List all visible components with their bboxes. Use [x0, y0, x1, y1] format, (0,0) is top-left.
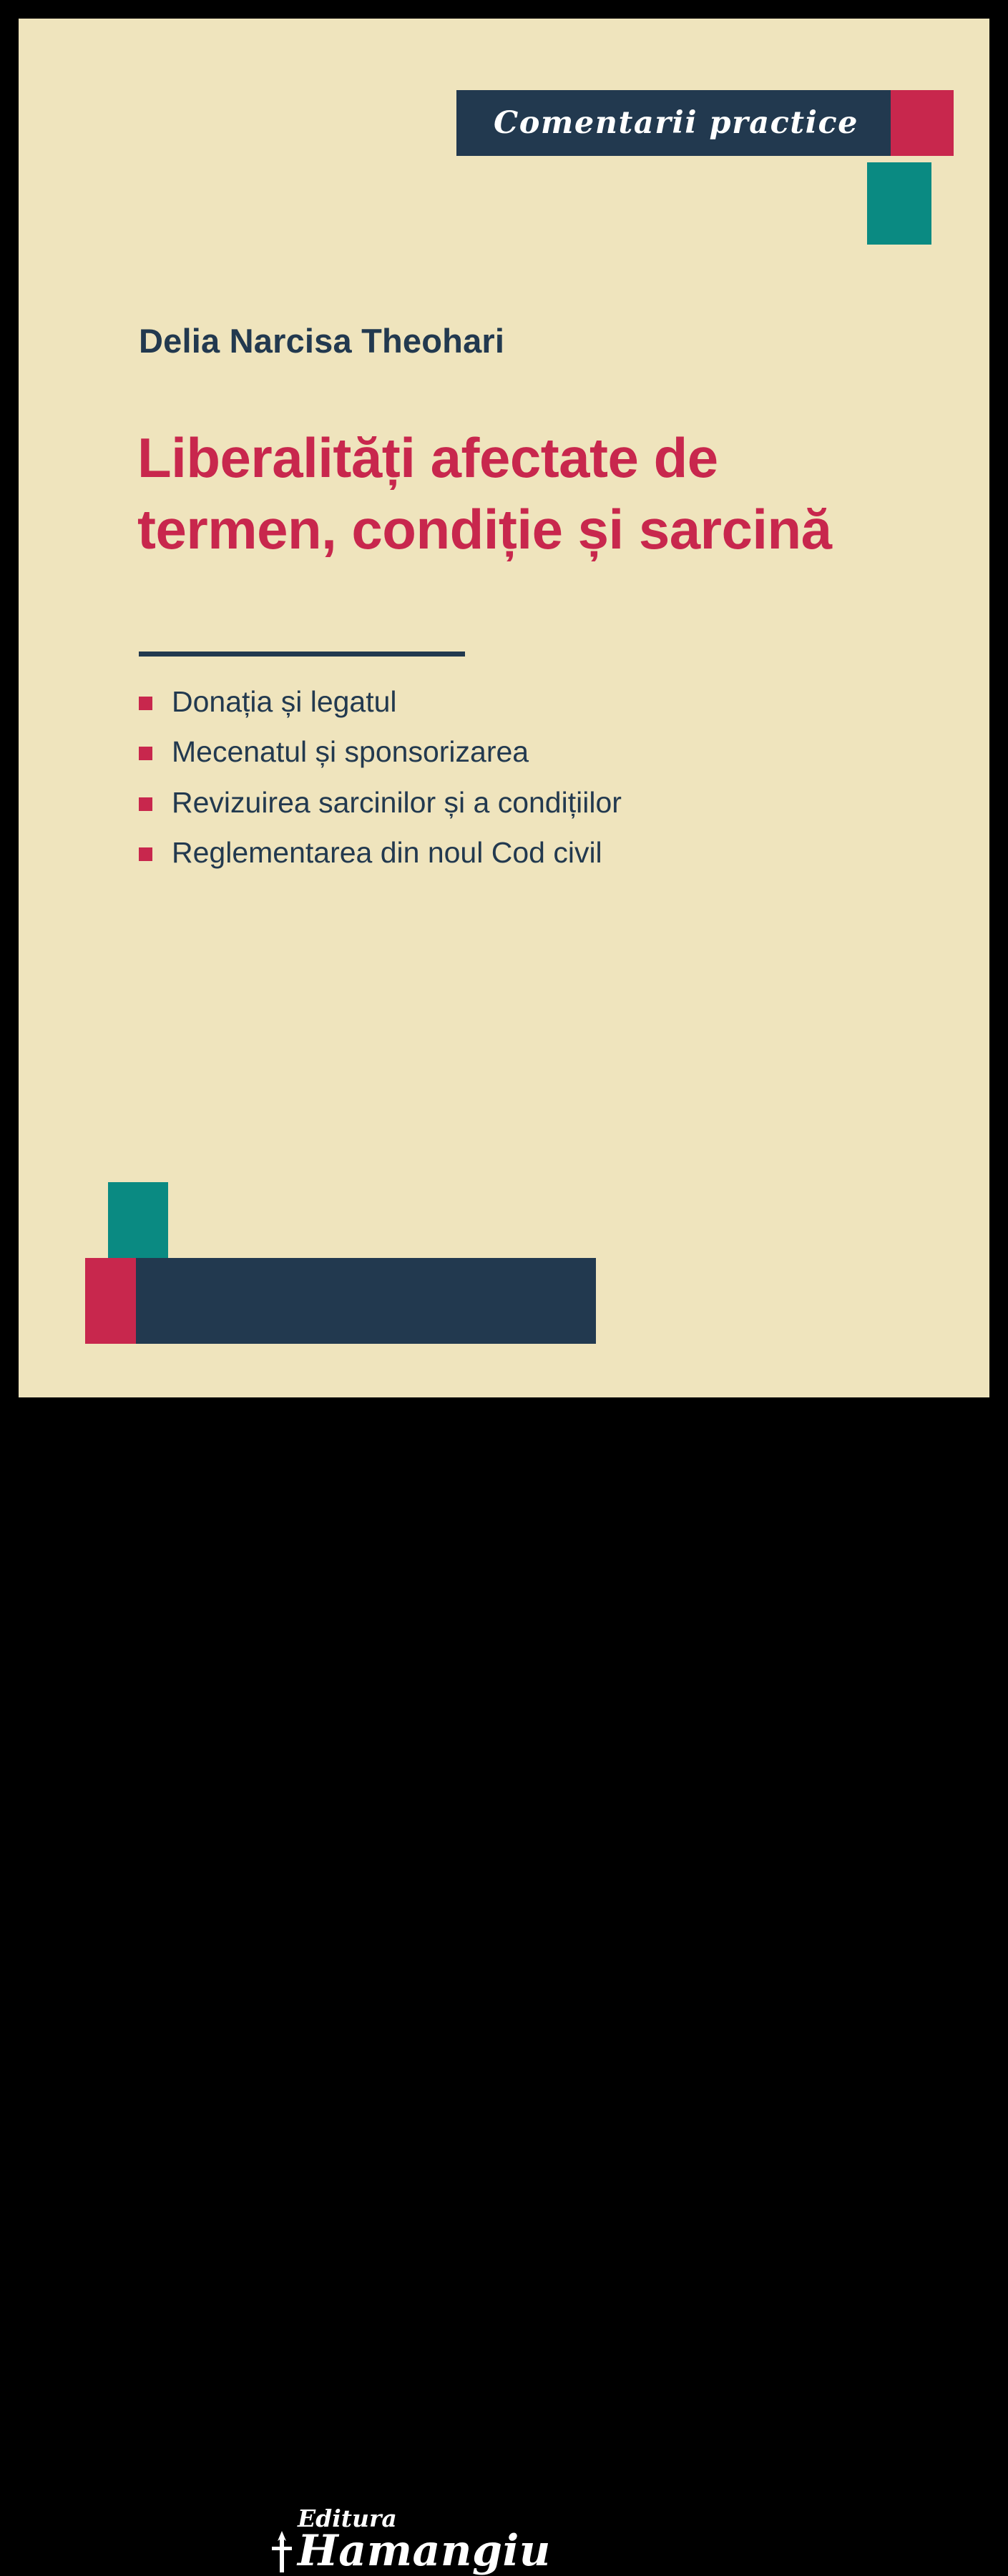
feature-list: [139, 684, 854, 885]
square-bullet-icon: [139, 747, 152, 760]
list-item-label: Reglementarea din noul Cod civil: [172, 835, 602, 869]
series-banner: [456, 90, 896, 156]
series-label: Comentarii practice: [493, 105, 859, 141]
square-bullet-icon: [139, 697, 152, 710]
list-item-label: Donația și legatul: [172, 685, 397, 718]
publisher-logo-icon: [269, 2531, 295, 2572]
publisher-banner: [136, 1258, 596, 2576]
decorative-teal-square-top: [867, 162, 931, 245]
list-item: [139, 785, 854, 821]
title-divider: [139, 652, 465, 657]
decorative-red-square-top: [891, 90, 954, 156]
author-name: Delia Narcisa Theohari: [139, 322, 505, 360]
list-item-label: Mecenatul și sponsorizarea: [172, 735, 529, 769]
list-item: [139, 734, 854, 770]
publisher-name: Hamangiu: [298, 2526, 551, 2576]
book-cover: [19, 19, 989, 2576]
square-bullet-icon: [139, 797, 152, 811]
list-item: [139, 684, 854, 720]
square-bullet-icon: [139, 847, 152, 861]
list-item-label: Revizuirea sarcinilor și a condițiilor: [172, 785, 622, 819]
decorative-teal-square-bottom: [108, 1182, 168, 1261]
book-title: Liberalități afectate de termen, condiție și sarcină: [137, 426, 832, 561]
publisher-prefix: Editura: [298, 2504, 397, 2532]
list-item: [139, 835, 854, 871]
